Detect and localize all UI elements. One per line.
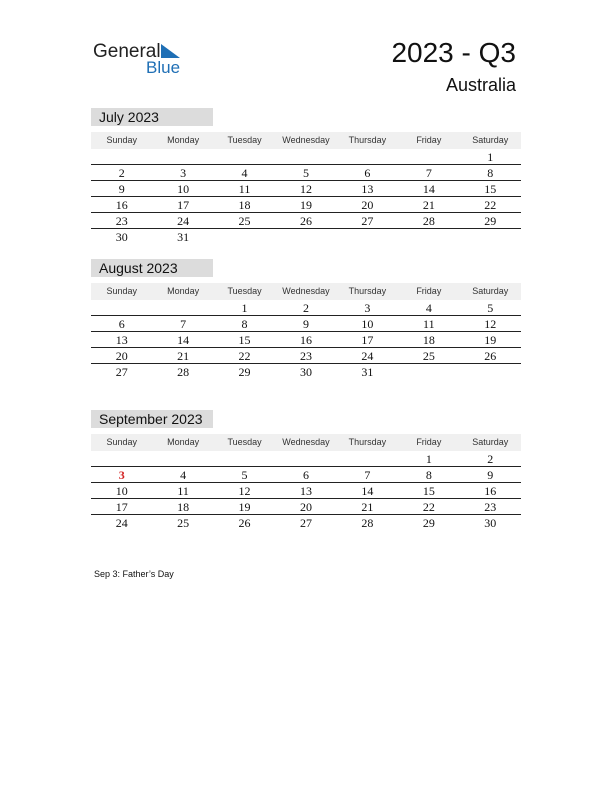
weekday-label: Thursday — [348, 437, 387, 447]
day-cell: 7 — [425, 166, 432, 180]
day-cell — [275, 149, 336, 164]
week-row — [91, 181, 521, 197]
weekday-label: Wednesday — [282, 135, 330, 145]
day-cell: 25 — [177, 516, 190, 530]
weekday-label: Monday — [167, 286, 200, 296]
weekday-label: Friday — [416, 135, 442, 145]
day-cell: 10 — [177, 182, 190, 196]
day-cell: 19 — [299, 198, 312, 212]
logo-triangle-icon — [159, 43, 181, 59]
day-cell: 27 — [299, 516, 312, 530]
day-cell: 13 — [299, 484, 312, 498]
day-cell: 16 — [484, 484, 497, 498]
month-august — [91, 259, 521, 380]
day-cell — [152, 451, 213, 466]
page-title: 2023 - Q3 — [391, 37, 516, 68]
weekday-header — [91, 283, 521, 300]
day-cell: 31 — [177, 230, 190, 244]
day-cell — [214, 149, 275, 164]
day-cell: 6 — [364, 166, 371, 180]
day-cell: 25 — [238, 214, 251, 228]
day-cell: 21 — [361, 500, 374, 514]
day-cell — [337, 229, 398, 245]
day-cell: 18 — [177, 500, 190, 514]
week-row — [91, 483, 521, 499]
day-cell: 6 — [302, 468, 309, 482]
month-july — [91, 108, 521, 245]
day-cell: 4 — [241, 166, 248, 180]
day-cell: 12 — [484, 317, 497, 331]
weekday-label: Sunday — [106, 437, 137, 447]
week-row — [91, 467, 521, 483]
day-cell — [460, 364, 521, 380]
day-cell: 10 — [361, 317, 374, 331]
weekday-label: Saturday — [472, 286, 509, 296]
day-cell: 19 — [484, 333, 497, 347]
day-cell: 9 — [118, 182, 125, 196]
day-cell — [214, 229, 275, 245]
week-row — [91, 499, 521, 515]
day-cell: 26 — [299, 214, 312, 228]
day-cell — [214, 451, 275, 466]
day-cell: 21 — [177, 349, 190, 363]
holiday-note: Sep 3: Father’s Day — [94, 569, 174, 579]
day-cell: 11 — [423, 317, 435, 331]
week-row — [91, 149, 521, 165]
day-cell: 2 — [302, 301, 309, 315]
day-cell: 8 — [425, 468, 432, 482]
day-cell: 9 — [487, 468, 494, 482]
day-cell: 31 — [361, 365, 374, 379]
day-cell: 17 — [177, 198, 190, 212]
country-name: Australia — [445, 75, 516, 95]
day-cell: 30 — [299, 365, 312, 379]
day-cell: 22 — [484, 198, 497, 212]
weekday-label: Sunday — [106, 135, 137, 145]
week-row — [91, 515, 521, 531]
weekday-label: Saturday — [472, 135, 509, 145]
weekday-label: Monday — [167, 437, 200, 447]
week-row — [91, 213, 521, 229]
day-cell — [152, 149, 213, 164]
day-cell: 30 — [115, 230, 128, 244]
day-cell: 28 — [361, 516, 374, 530]
day-cell: 17 — [361, 333, 374, 347]
week-row — [91, 451, 521, 467]
day-cell: 5 — [241, 468, 248, 482]
day-cell: 27 — [115, 365, 128, 379]
day-cell — [91, 451, 152, 466]
day-cell — [275, 229, 336, 245]
day-cell: 2 — [487, 452, 494, 466]
weekday-label: Monday — [167, 135, 200, 145]
month-grid — [91, 451, 521, 531]
day-cell: 21 — [422, 198, 435, 212]
day-cell: 8 — [487, 166, 494, 180]
day-cell: 12 — [238, 484, 251, 498]
day-cell: 11 — [177, 484, 189, 498]
day-cell: 1 — [487, 150, 494, 164]
day-cell: 7 — [364, 468, 371, 482]
week-row — [91, 229, 521, 245]
day-cell: 28 — [422, 214, 435, 228]
week-row — [91, 364, 521, 380]
day-cell: 15 — [484, 182, 497, 196]
day-cell: 18 — [422, 333, 435, 347]
day-cell: 3 — [180, 166, 187, 180]
day-cell — [91, 300, 152, 315]
month-title: August 2023 — [91, 259, 213, 277]
weekday-label: Friday — [416, 286, 442, 296]
month-title: July 2023 — [91, 108, 213, 126]
weekday-label: Tuesday — [227, 135, 262, 145]
day-cell: 4 — [425, 301, 432, 315]
day-cell — [91, 149, 152, 164]
weekday-header — [91, 434, 521, 451]
day-cell: 23 — [484, 500, 497, 514]
day-cell: 24 — [361, 349, 374, 363]
day-cell: 22 — [422, 500, 435, 514]
day-cell: 26 — [484, 349, 497, 363]
week-row — [91, 348, 521, 364]
day-cell: 27 — [361, 214, 374, 228]
week-row — [91, 197, 521, 213]
day-cell — [398, 149, 459, 164]
day-cell: 14 — [422, 182, 435, 196]
day-cell: 11 — [238, 182, 251, 196]
day-cell: 23 — [299, 349, 312, 363]
logo-text-general: General — [93, 41, 161, 62]
weekday-label: Friday — [416, 437, 442, 447]
day-cell: 5 — [302, 166, 309, 180]
day-cell — [337, 451, 398, 466]
weekday-label: Wednesday — [282, 437, 330, 447]
day-cell: 25 — [422, 349, 435, 363]
week-row — [91, 316, 521, 332]
month-september — [91, 410, 521, 531]
generalblue-logo — [93, 41, 193, 81]
day-cell: 14 — [177, 333, 190, 347]
day-cell — [398, 364, 459, 380]
logo-text-blue: Blue — [146, 58, 181, 77]
day-cell: 29 — [484, 214, 497, 228]
week-row — [91, 165, 521, 181]
day-cell: 29 — [238, 365, 251, 379]
day-cell: 24 — [115, 516, 128, 530]
weekday-header — [91, 132, 521, 149]
day-cell — [398, 229, 459, 245]
day-cell: 17 — [115, 500, 128, 514]
day-cell: 9 — [302, 317, 309, 331]
day-cell: 30 — [484, 516, 497, 530]
day-cell: 13 — [115, 333, 128, 347]
day-cell: 10 — [115, 484, 128, 498]
day-cell: 6 — [118, 317, 125, 331]
day-cell: 23 — [115, 214, 128, 228]
day-cell: 4 — [180, 468, 187, 482]
day-cell: 16 — [115, 198, 128, 212]
week-row — [91, 332, 521, 348]
day-cell: 20 — [361, 198, 374, 212]
day-cell: 22 — [238, 349, 251, 363]
day-cell: 5 — [487, 301, 494, 315]
day-cell: 26 — [238, 516, 251, 530]
day-cell: 15 — [238, 333, 251, 347]
day-cell — [152, 300, 213, 315]
day-cell: 28 — [177, 365, 190, 379]
day-cell: 20 — [299, 500, 312, 514]
day-cell: 15 — [422, 484, 435, 498]
day-cell: 2 — [118, 166, 125, 180]
weekday-label: Tuesday — [227, 437, 262, 447]
day-cell: 18 — [238, 198, 251, 212]
week-row — [91, 300, 521, 316]
weekday-label: Thursday — [348, 286, 387, 296]
day-cell — [460, 229, 521, 245]
day-cell: 24 — [177, 214, 190, 228]
day-cell: 19 — [238, 500, 251, 514]
day-cell: 20 — [115, 349, 128, 363]
day-cell: 14 — [361, 484, 374, 498]
day-cell: 8 — [241, 317, 248, 331]
day-cell: 1 — [425, 452, 432, 466]
month-grid — [91, 149, 521, 245]
day-cell — [275, 451, 336, 466]
month-title: September 2023 — [91, 410, 213, 428]
day-cell: 7 — [180, 317, 187, 331]
day-cell: 12 — [299, 182, 312, 196]
month-grid — [91, 300, 521, 380]
day-cell: 3 — [364, 301, 371, 315]
day-cell — [337, 149, 398, 164]
weekday-label: Sunday — [106, 286, 137, 296]
day-cell: 1 — [241, 301, 248, 315]
day-cell: 29 — [422, 516, 435, 530]
weekday-label: Saturday — [472, 437, 509, 447]
day-cell: 13 — [361, 182, 374, 196]
weekday-label: Tuesday — [227, 286, 262, 296]
day-cell: 3 — [118, 468, 125, 482]
day-cell: 16 — [299, 333, 312, 347]
weekday-label: Thursday — [348, 135, 387, 145]
weekday-label: Wednesday — [282, 286, 330, 296]
